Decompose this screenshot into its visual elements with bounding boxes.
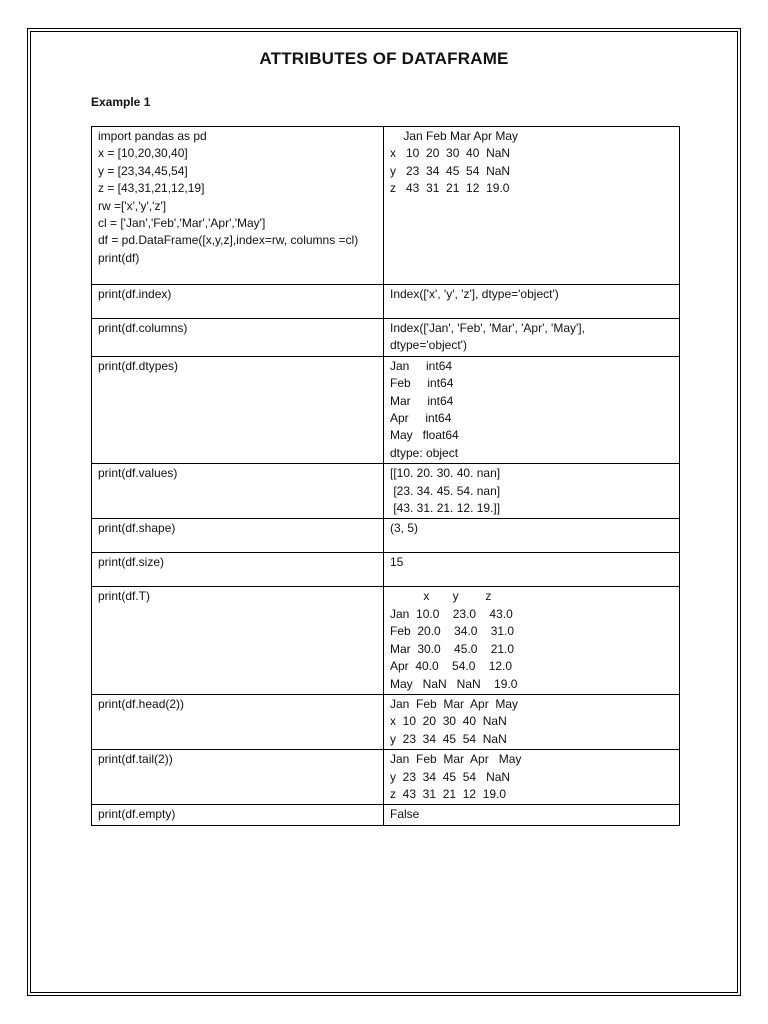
table-row bbox=[92, 285, 680, 319]
code-cell bbox=[92, 805, 384, 825]
output-line: x y z bbox=[390, 589, 492, 604]
table-row bbox=[92, 553, 680, 587]
output-line: Index(['x', 'y', 'z'], dtype='object') bbox=[390, 287, 559, 301]
output-line: Feb int64 bbox=[390, 376, 454, 391]
table-row bbox=[92, 519, 680, 553]
code-cell bbox=[92, 356, 384, 463]
code-line: cl = ['Jan','Feb','Mar','Apr','May'] bbox=[98, 216, 266, 231]
code-cell bbox=[92, 694, 384, 749]
code-line: print(df.empty) bbox=[98, 807, 176, 822]
code-line: rw =['x','y','z'] bbox=[98, 198, 167, 213]
output-cell bbox=[384, 285, 680, 319]
page-title: ATTRIBUTES OF DATAFRAME bbox=[259, 49, 509, 68]
code-line: print(df.dtypes) bbox=[98, 358, 179, 373]
output-line: z 43 31 21 12 19.0 bbox=[390, 181, 510, 196]
output-cell bbox=[384, 805, 680, 825]
output-line: 15 bbox=[390, 555, 404, 570]
code-line: y = [23,34,45,54] bbox=[98, 163, 188, 178]
output-cell bbox=[384, 587, 680, 694]
table-row bbox=[92, 319, 680, 357]
code-cell bbox=[92, 464, 384, 519]
table-row bbox=[92, 127, 680, 285]
code-cell bbox=[92, 285, 384, 319]
code-line: print(df.tail(2)) bbox=[98, 752, 173, 767]
output-line: Jan 10.0 23.0 43.0 bbox=[390, 606, 513, 621]
output-cell bbox=[384, 694, 680, 749]
table-row bbox=[92, 587, 680, 694]
output-line: (3, 5) bbox=[390, 521, 419, 536]
code-cell bbox=[92, 127, 384, 285]
output-line: Jan Feb Mar Apr May bbox=[390, 752, 522, 767]
code-line: df = pd.DataFrame([x,y,z],index=rw, columns =cl) bbox=[98, 233, 359, 248]
output-line: y 23 34 45 54 NaN bbox=[390, 769, 511, 784]
output-line: False bbox=[390, 807, 420, 822]
code-cell bbox=[92, 750, 384, 805]
table-row bbox=[92, 464, 680, 519]
attributes-table bbox=[91, 126, 680, 826]
output-line: Mar 30.0 45.0 21.0 bbox=[390, 641, 515, 656]
table-row bbox=[92, 694, 680, 749]
output-line: dtype: object bbox=[390, 445, 459, 460]
output-cell bbox=[384, 464, 680, 519]
code-line: print(df.index) bbox=[98, 287, 172, 301]
output-line: Apr int64 bbox=[390, 411, 452, 426]
output-line: dtype='object') bbox=[390, 338, 467, 353]
output-cell bbox=[384, 553, 680, 587]
code-line: print(df.shape) bbox=[98, 521, 176, 536]
output-line: Index(['Jan', 'Feb', 'Mar', 'Apr', 'May'], bbox=[390, 321, 585, 335]
code-line: z = [43,31,21,12,19] bbox=[98, 181, 205, 196]
output-line: y 23 34 45 54 NaN bbox=[390, 731, 507, 746]
output-line: Mar int64 bbox=[390, 393, 454, 408]
output-line: x 10 20 30 40 NaN bbox=[390, 146, 511, 161]
output-cell bbox=[384, 319, 680, 357]
output-line: z 43 31 21 12 19.0 bbox=[390, 786, 507, 801]
attributes-table-body bbox=[92, 127, 680, 826]
code-line: x = [10,20,30,40] bbox=[98, 146, 188, 161]
code-line: print(df.head(2)) bbox=[98, 696, 185, 711]
code-line: print(df.columns) bbox=[98, 321, 188, 335]
output-cell bbox=[384, 356, 680, 463]
output-line: Jan int64 bbox=[390, 358, 453, 373]
output-line: May NaN NaN 19.0 bbox=[390, 676, 518, 691]
code-line: print(df.T) bbox=[98, 589, 151, 604]
code-line: print(df) bbox=[98, 250, 140, 265]
output-line: [23. 34. 45. 54. nan] bbox=[390, 483, 501, 498]
output-line: Jan Feb Mar Apr May bbox=[390, 696, 519, 711]
table-row bbox=[92, 805, 680, 825]
code-cell bbox=[92, 553, 384, 587]
code-line: print(df.values) bbox=[98, 466, 178, 481]
output-line: [43. 31. 21. 12. 19.]] bbox=[390, 501, 501, 516]
output-line: Jan Feb Mar Apr May bbox=[390, 129, 519, 143]
code-cell bbox=[92, 519, 384, 553]
example-heading: Example 1 bbox=[91, 95, 151, 109]
table-row bbox=[92, 750, 680, 805]
output-cell bbox=[384, 127, 680, 285]
output-line: Apr 40.0 54.0 12.0 bbox=[390, 659, 513, 674]
code-line: print(df.size) bbox=[98, 555, 165, 570]
code-cell bbox=[92, 319, 384, 357]
output-line: [[10. 20. 30. 40. nan] bbox=[390, 466, 501, 481]
table-row bbox=[92, 356, 680, 463]
output-cell bbox=[384, 750, 680, 805]
code-line: import pandas as pd bbox=[98, 129, 207, 143]
output-line: Feb 20.0 34.0 31.0 bbox=[390, 624, 515, 639]
output-line: y 23 34 45 54 NaN bbox=[390, 163, 511, 178]
output-line: x 10 20 30 40 NaN bbox=[390, 714, 507, 729]
output-line: May float64 bbox=[390, 428, 459, 443]
output-cell bbox=[384, 519, 680, 553]
code-cell bbox=[92, 587, 384, 694]
